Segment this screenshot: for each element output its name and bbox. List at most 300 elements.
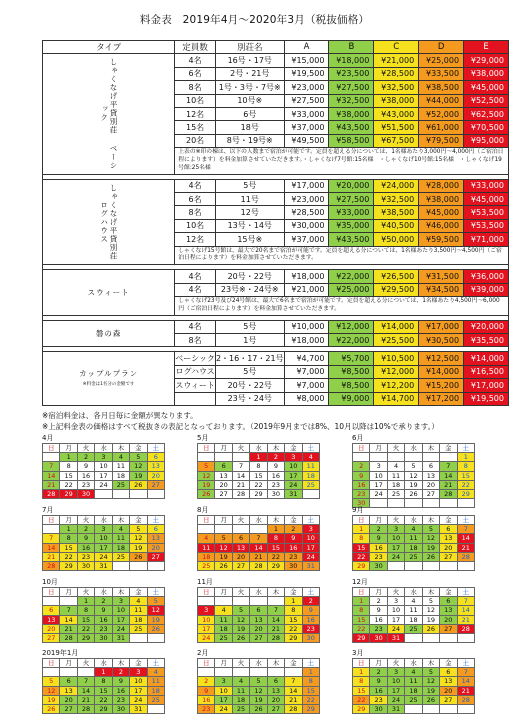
- calendar-day: 20: [147, 471, 164, 480]
- price-cell-e: ¥14,000: [464, 352, 509, 365]
- rate-row: [43, 179, 509, 192]
- price-cell-c: ¥38,000: [374, 94, 419, 107]
- capacity-cell: 6名: [175, 192, 216, 205]
- calendar-day: 3: [387, 668, 404, 677]
- calendar-day: 16: [302, 615, 319, 624]
- calendar-day: 1: [60, 453, 77, 462]
- calendar-day: 1: [353, 597, 370, 606]
- calendar-day: 19: [215, 552, 232, 561]
- calendar-day: 12: [232, 615, 249, 624]
- price-cell-c: ¥10,500: [374, 352, 419, 365]
- calendar-day: [112, 561, 129, 570]
- price-cell-c: ¥38,500: [374, 206, 419, 219]
- plan-type-cell: スウィート: [175, 379, 216, 392]
- calendar-day: 28: [457, 695, 474, 704]
- calendar-day: 8: [353, 534, 370, 543]
- calendar-day: [405, 453, 422, 462]
- price-cell-a: ¥18,000: [284, 333, 329, 346]
- weekday-header: 水: [405, 444, 422, 453]
- calendar-day: [198, 525, 215, 534]
- price-cell-e: ¥36,000: [464, 270, 509, 283]
- calendar-day: 25: [232, 704, 249, 713]
- calendar-day: 20: [440, 543, 457, 552]
- weekday-header: 火: [387, 516, 404, 525]
- calendar-day: 28: [250, 561, 267, 570]
- villa-name-cell: 20号・22号: [215, 379, 284, 392]
- calendar-day: 3: [370, 462, 387, 471]
- header-rate-a: A: [284, 41, 329, 54]
- calendar-day: 23: [77, 552, 94, 561]
- calendar-day: 23: [370, 695, 387, 704]
- calendar-day: 22: [353, 624, 370, 633]
- calendar-day: 29: [353, 561, 370, 570]
- month-calendar: [42, 649, 165, 714]
- calendar-day: 15: [353, 615, 370, 624]
- calendar-day: 27: [422, 489, 439, 498]
- price-cell-a: ¥19,500: [284, 67, 329, 80]
- rate-row: [43, 320, 509, 333]
- calendar-day: 23: [370, 552, 387, 561]
- calendar-day: 13: [232, 543, 249, 552]
- calendar-day: 7: [440, 462, 457, 471]
- calendar-day: 17: [387, 543, 404, 552]
- calendar-day: 21: [457, 615, 474, 624]
- calendar-day: 7: [457, 597, 474, 606]
- calendar-day: [457, 561, 474, 570]
- month-calendar: [197, 506, 320, 571]
- calendar-day: 27: [215, 489, 232, 498]
- weekday-header: 日: [353, 516, 370, 525]
- price-cell-b: ¥22,000: [329, 270, 374, 283]
- calendar-day: 24: [387, 695, 404, 704]
- price-cell-d: ¥34,500: [419, 283, 464, 296]
- calendar-day: 2: [370, 525, 387, 534]
- calendar-day: 12: [198, 471, 215, 480]
- calendar-day: 27: [440, 552, 457, 561]
- calendar-day: 28: [267, 633, 284, 642]
- calendar-day: 13: [440, 606, 457, 615]
- calendar-day: 1: [250, 453, 267, 462]
- calendar-day: [232, 525, 249, 534]
- calendar-day: 4: [302, 453, 319, 462]
- calendar-day: 2: [112, 668, 129, 677]
- calendar-day: [95, 489, 112, 498]
- calendar-day: 3: [198, 606, 215, 615]
- room-type-label: [43, 54, 175, 174]
- calendar-day: 18: [198, 552, 215, 561]
- calendar-day: 1: [353, 668, 370, 677]
- villa-name-cell: 8号・19号※: [215, 134, 284, 147]
- calendar-day: 28: [457, 624, 474, 633]
- price-cell-d: ¥38,500: [419, 81, 464, 94]
- calendar-day: 14: [285, 686, 302, 695]
- calendar-day: 3: [130, 668, 147, 677]
- calendar-day: 30: [285, 561, 302, 570]
- calendar-day: 1: [285, 597, 302, 606]
- calendar-day: 26: [147, 624, 164, 633]
- page-title: 料金表 2019年4月～2020年3月（税抜価格）: [139, 14, 370, 26]
- calendar-day: 5: [43, 677, 60, 686]
- price-cell-a: ¥21,000: [284, 283, 329, 296]
- calendar-day: 28: [43, 489, 60, 498]
- weekday-header: 土: [457, 659, 474, 668]
- calendar-day: 23: [267, 480, 284, 489]
- calendar-day: 7: [457, 525, 474, 534]
- price-cell-a: ¥18,000: [284, 270, 329, 283]
- calendar-day: 12: [422, 677, 439, 686]
- calendar-day: 13: [60, 686, 77, 695]
- calendar-day: [198, 453, 215, 462]
- month-calendar: [42, 434, 165, 499]
- calendar-day: 30: [370, 633, 387, 642]
- calendar-day: 2: [302, 597, 319, 606]
- calendar-day: 22: [457, 480, 474, 489]
- price-cell-a: ¥23,000: [284, 81, 329, 94]
- calendar-day: 6: [147, 525, 164, 534]
- price-cell-b: ¥33,000: [329, 206, 374, 219]
- price-cell-d: ¥30,500: [419, 333, 464, 346]
- footnote-text: ※宿泊料金は、各月日毎に金額が異なります。: [42, 411, 198, 420]
- calendar-day: 6: [440, 525, 457, 534]
- calendar-day: 9: [77, 534, 94, 543]
- price-cell-b: ¥43,500: [329, 233, 374, 246]
- calendar-day: 4: [405, 597, 422, 606]
- weekday-header: 火: [387, 588, 404, 597]
- price-cell-d: ¥12,500: [419, 352, 464, 365]
- price-cell-b: ¥18,000: [329, 54, 374, 67]
- calendar-day: 29: [302, 704, 319, 713]
- plan-type-cell: [175, 392, 216, 405]
- capacity-cell: 10名: [175, 94, 216, 107]
- weekday-header: 月: [60, 444, 77, 453]
- calendar-day: 16: [112, 686, 129, 695]
- price-cell-e: ¥20,000: [464, 320, 509, 333]
- price-cell-e: ¥39,000: [464, 283, 509, 296]
- price-cell-c: ¥29,500: [374, 283, 419, 296]
- calendar-day: 11: [405, 677, 422, 686]
- price-cell-d: ¥61,000: [419, 121, 464, 134]
- calendar-day: 17: [387, 686, 404, 695]
- villa-name-cell: 5号: [215, 365, 284, 378]
- villa-name-cell: 2・16・17・21号: [215, 352, 284, 365]
- calendar-day: 1: [457, 453, 474, 462]
- calendar-day: [215, 525, 232, 534]
- header-type: タイプ: [43, 41, 175, 54]
- calendar-day: 16: [370, 543, 387, 552]
- weekday-header: 日: [353, 444, 370, 453]
- calendar-day: 19: [147, 615, 164, 624]
- calendar-day: 24: [95, 552, 112, 561]
- price-cell-e: ¥62,500: [464, 107, 509, 120]
- weekday-header: 木: [112, 516, 129, 525]
- calendar-day: 25: [147, 695, 164, 704]
- calendar-day: 9: [198, 686, 215, 695]
- calendar-day: 25: [405, 695, 422, 704]
- calendar-day: 10: [302, 534, 319, 543]
- price-cell-e: ¥95,000: [464, 134, 509, 147]
- calendar-day: 7: [457, 668, 474, 677]
- calendar-day: 30: [302, 633, 319, 642]
- calendar-day: 15: [267, 543, 284, 552]
- calendar-day: 19: [405, 480, 422, 489]
- calendar-day: 8: [60, 534, 77, 543]
- calendar-day: [232, 668, 249, 677]
- weekday-header: 火: [232, 444, 249, 453]
- calendar-day: 23: [77, 480, 94, 489]
- calendar-day: 10: [285, 462, 302, 471]
- calendar-day: 25: [215, 633, 232, 642]
- calendar-day: 28: [77, 704, 94, 713]
- price-cell-a: ¥30,000: [284, 219, 329, 232]
- calendar-day: 11: [198, 543, 215, 552]
- calendar-day: 6: [60, 677, 77, 686]
- weekday-header: 土: [302, 588, 319, 597]
- price-cell-a: ¥8,000: [284, 392, 329, 405]
- price-cell-d: ¥79,500: [419, 134, 464, 147]
- weekday-header: 月: [60, 659, 77, 668]
- weekday-header: 木: [112, 588, 129, 597]
- villa-name-cell: 18号: [215, 121, 284, 134]
- calendar-day: 25: [198, 561, 215, 570]
- price-cell-a: ¥28,500: [284, 206, 329, 219]
- calendar-day: 13: [43, 615, 60, 624]
- weekday-header: 水: [250, 516, 267, 525]
- calendar-day: 25: [112, 552, 129, 561]
- price-cell-e: ¥17,000: [464, 379, 509, 392]
- calendar-day: 14: [77, 686, 94, 695]
- calendar-day: 14: [250, 543, 267, 552]
- price-cell-d: ¥45,000: [419, 206, 464, 219]
- weekday-header: 木: [422, 444, 439, 453]
- calendar-day: 10: [387, 534, 404, 543]
- weekday-header: 土: [147, 444, 164, 453]
- weekday-header: 水: [405, 516, 422, 525]
- price-cell-c: ¥50,000: [374, 233, 419, 246]
- calendar-day: 31: [387, 704, 404, 713]
- calendar-day: 7: [250, 534, 267, 543]
- calendar-day: 1: [95, 668, 112, 677]
- calendar-day: 16: [285, 543, 302, 552]
- calendar-day: 26: [130, 480, 147, 489]
- weekday-header: 金: [285, 588, 302, 597]
- calendar-day: 24: [215, 704, 232, 713]
- calendar-day: [267, 668, 284, 677]
- weekday-header: 金: [440, 659, 457, 668]
- calendar-day: 19: [250, 695, 267, 704]
- calendar-day: 9: [302, 606, 319, 615]
- calendar-day: 15: [77, 615, 94, 624]
- calendar-day: 26: [232, 633, 249, 642]
- calendar-day: 11: [130, 606, 147, 615]
- calendar-day: 24: [95, 480, 112, 489]
- calendar-day: 12: [422, 606, 439, 615]
- price-cell-a: ¥23,000: [284, 192, 329, 205]
- calendar-day: 11: [232, 686, 249, 695]
- month-label: 5月: [197, 434, 209, 442]
- calendar-day: 17: [198, 624, 215, 633]
- calendar-day: 15: [353, 543, 370, 552]
- weekday-header: 日: [43, 588, 60, 597]
- calendar-day: 29: [60, 489, 77, 498]
- calendar-day: 2: [353, 462, 370, 471]
- weekday-header: 火: [387, 659, 404, 668]
- weekday-header: 日: [353, 588, 370, 597]
- weekday-header: 木: [422, 516, 439, 525]
- calendar-day: 25: [405, 552, 422, 561]
- calendar-day: 9: [77, 462, 94, 471]
- month-label: 6月: [352, 434, 364, 442]
- weekday-header: 木: [112, 444, 129, 453]
- rate-table-header: [43, 41, 509, 54]
- calendar-day: 14: [457, 534, 474, 543]
- calendar-day: 19: [232, 624, 249, 633]
- calendar-day: 28: [232, 489, 249, 498]
- calendar-day: 28: [440, 489, 457, 498]
- weekday-header: 木: [422, 588, 439, 597]
- room-type-label: [43, 352, 175, 406]
- price-cell-b: ¥35,000: [329, 219, 374, 232]
- calendar-day: 29: [60, 561, 77, 570]
- month-label: 3月: [352, 649, 364, 657]
- calendar-day: 16: [370, 686, 387, 695]
- calendar-day: 23: [112, 695, 129, 704]
- price-cell-b: ¥27,500: [329, 192, 374, 205]
- calendar-day: 9: [370, 677, 387, 686]
- calendar-day: 5: [130, 453, 147, 462]
- calendar-day: 20: [440, 615, 457, 624]
- weekday-header: 月: [215, 516, 232, 525]
- calendar-day: 13: [250, 615, 267, 624]
- calendar-day: 12: [422, 534, 439, 543]
- month-calendar: [197, 578, 320, 643]
- calendar-day: 10: [370, 471, 387, 480]
- calendar-day: 10: [387, 606, 404, 615]
- room-type-text: スウィート: [87, 287, 130, 297]
- price-cell-d: ¥17,000: [419, 320, 464, 333]
- price-cell-b: ¥9,000: [329, 392, 374, 405]
- calendar-day: 4: [112, 525, 129, 534]
- calendar-day: 30: [353, 499, 370, 508]
- weekday-header: 金: [130, 659, 147, 668]
- calendar-day: 17: [302, 543, 319, 552]
- calendar-day: 3: [387, 525, 404, 534]
- calendar-day: 14: [457, 606, 474, 615]
- weekday-header: 金: [130, 516, 147, 525]
- calendar-day: 5: [198, 462, 215, 471]
- calendar-day: 17: [95, 543, 112, 552]
- price-cell-c: ¥32,500: [374, 81, 419, 94]
- villa-name-cell: 6号: [215, 107, 284, 120]
- calendar-day: 10: [387, 677, 404, 686]
- capacity-cell: 4名: [175, 54, 216, 67]
- month-label: 10月: [42, 578, 58, 586]
- capacity-cell: 15名: [175, 121, 216, 134]
- calendar-day: 24: [112, 624, 129, 633]
- calendar-day: 14: [43, 543, 60, 552]
- calendar-day: 3: [112, 597, 129, 606]
- weekday-header: 日: [198, 588, 215, 597]
- price-cell-c: ¥26,500: [374, 270, 419, 283]
- weekday-header: 火: [77, 516, 94, 525]
- calendar-day: 26: [130, 552, 147, 561]
- calendar-day: 26: [215, 561, 232, 570]
- calendar-day: 10: [112, 606, 129, 615]
- calendar-day: 18: [232, 695, 249, 704]
- price-cell-d: ¥17,200: [419, 392, 464, 405]
- header-rate-e: E: [464, 41, 509, 54]
- calendar-day: 18: [405, 686, 422, 695]
- weekday-header: 金: [440, 444, 457, 453]
- weekday-header: 金: [285, 444, 302, 453]
- calendar-day: 19: [422, 543, 439, 552]
- month-label: 4月: [42, 434, 54, 442]
- calendar-day: [457, 704, 474, 713]
- weekday-header: 日: [198, 659, 215, 668]
- rate-row: [43, 270, 509, 283]
- weekday-header: 日: [43, 659, 60, 668]
- calendar-day: 28: [457, 552, 474, 561]
- weekday-header: 水: [250, 659, 267, 668]
- price-cell-e: ¥38,000: [464, 67, 509, 80]
- calendar-day: 3: [95, 525, 112, 534]
- calendar-day: 18: [387, 480, 404, 489]
- calendar-day: 31: [95, 561, 112, 570]
- weekday-header: 日: [198, 516, 215, 525]
- weekday-header: 月: [215, 444, 232, 453]
- weekday-header: 火: [232, 588, 249, 597]
- price-cell-c: ¥32,500: [374, 192, 419, 205]
- calendar-day: 13: [422, 471, 439, 480]
- villa-name-cell: 1号: [215, 333, 284, 346]
- calendar-day: 8: [60, 462, 77, 471]
- month-calendar: [352, 506, 475, 571]
- calendar-day: 17: [130, 686, 147, 695]
- weekday-header: 月: [60, 588, 77, 597]
- price-cell-a: ¥33,000: [284, 107, 329, 120]
- price-cell-b: ¥12,000: [329, 320, 374, 333]
- calendar-day: [130, 561, 147, 570]
- calendar-day: 6: [250, 606, 267, 615]
- weekday-header: 月: [370, 516, 387, 525]
- price-cell-a: ¥10,000: [284, 320, 329, 333]
- price-cell-e: ¥35,500: [464, 333, 509, 346]
- price-cell-c: ¥14,000: [374, 320, 419, 333]
- weekday-header: 火: [232, 659, 249, 668]
- weekday-header: 水: [250, 444, 267, 453]
- calendar-day: 20: [440, 686, 457, 695]
- calendar-day: 30: [77, 561, 94, 570]
- calendar-day: 21: [250, 552, 267, 561]
- weekday-header: 日: [43, 516, 60, 525]
- calendar-day: 29: [353, 633, 370, 642]
- calendar-day: [422, 704, 439, 713]
- calendar-day: 13: [440, 677, 457, 686]
- price-cell-e: ¥16,500: [464, 365, 509, 378]
- weekday-header: 土: [147, 588, 164, 597]
- month-label: 2月: [197, 649, 209, 657]
- weekday-header: 木: [422, 659, 439, 668]
- calendar-day: [112, 489, 129, 498]
- month-calendar: [42, 506, 165, 571]
- calendar-day: 23: [285, 552, 302, 561]
- calendar-day: 25: [387, 489, 404, 498]
- calendar-day: 25: [302, 480, 319, 489]
- calendar-day: [387, 453, 404, 462]
- header-rate-b: B: [329, 41, 374, 54]
- calendar-day: [60, 597, 77, 606]
- calendar-day: 16: [77, 543, 94, 552]
- calendar-day: 12: [250, 686, 267, 695]
